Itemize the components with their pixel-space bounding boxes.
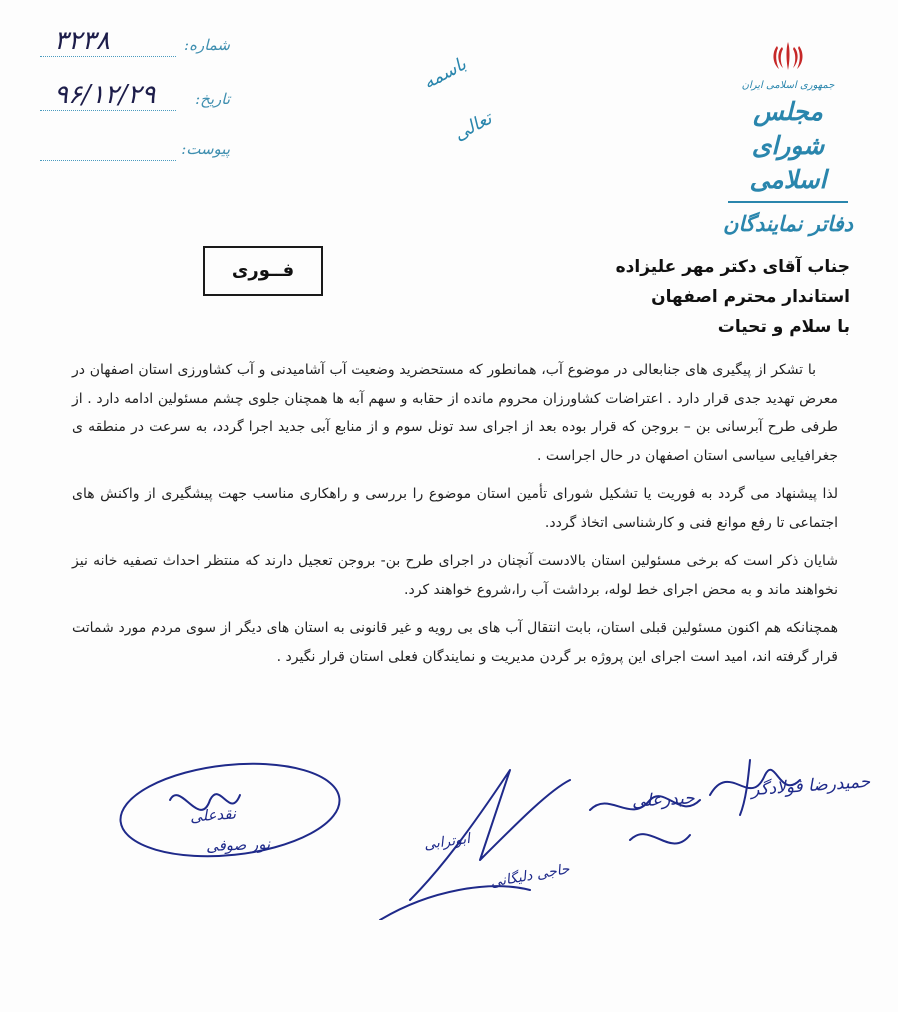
republic-text: جمهوری اسلامی ایران: [741, 80, 835, 91]
signature-3: ابوترابی: [423, 830, 471, 854]
signature-4: حاجی دلیگانی: [489, 861, 571, 891]
number-field: [40, 26, 230, 64]
attachment-label: پیوست:: [181, 140, 230, 158]
body-paragraph-4: همچنانکه هم اکنون مسئولین قبلی استان، بابت انتقال آب های بی رویه و غیر قانونی به استان های دیگر از سوی مردم مورد شماتت قرار گرفته اند، امید است اجرای این پروژه بر گردن مدیریت و نمایندگان فعلی استان قرار نگیرد .: [72, 620, 838, 665]
number-underline: [40, 56, 176, 57]
body-paragraph-1: با تشکر از پیگیری های جنابعالی در موضوع آب، همانطور که مستحضرید وضعیت آب آشامیدنی و آب کشاورزی استان اصفهان در معرض تهدید جدی قرار دارد . اعتراضات کشاورزان محروم مانده از حقابه و سهم آبه ها همچنان جلوی چشم مسئولین ادامه دارد . از طرفی طرح آبرسانی بن – بروجن که قرار بوده بعد از اجرای سد تونل سوم و از منابع آبی جدید اجرا گردد، به سرعت در منطقه ی جغرافیایی سیاسی استان اصفهان در حال اجراست .: [72, 362, 838, 464]
date-value: ۹۶/۱۲/۲۹: [54, 80, 156, 110]
letterhead: [718, 38, 858, 238]
date-underline: [40, 110, 176, 111]
signature-2: حیدرعلی: [631, 788, 696, 812]
signature-scribbles: [110, 740, 870, 920]
number-value: ۳۲۳۸: [54, 26, 110, 56]
attachment-field: [40, 134, 230, 168]
signature-5: نقدعلی: [189, 804, 237, 826]
letterhead-rule: [728, 201, 848, 203]
urgent-stamp-box: فــوری: [203, 246, 323, 296]
signature-6: نور صوفی: [205, 834, 271, 856]
body-paragraph-2: لذا پیشنهاد می گردد به فوریت یا تشکیل شورای تأمین استان موضوع را بررسی و راهکاری مناسب جهت پیشگیری از واکنش های اجتماعی تا رفع موانع فنی و کارشناسی اتخاذ گردد.: [72, 486, 838, 531]
assembly-title: مجلس شورای اسلامی: [749, 97, 827, 194]
invocation-text: باسمه تعالی: [419, 53, 496, 146]
iran-emblem-icon: [770, 38, 806, 74]
office-title: دفاتر نمایندگان: [723, 211, 853, 236]
letter-body: [72, 356, 838, 681]
body-paragraph-3: شایان ذکر است که برخی مسئولین استان بالادست آنچنان در اجرای طرح بن- بروجن تعجیل دارند که منتظر احداث تصفیه خانه نیز نخواهند ماند و به محض اجرای خط لوله، برداشت آب را،شروع خواهند کرد.: [72, 553, 838, 598]
addressee-block: [470, 252, 850, 342]
signatures-area: [110, 740, 870, 920]
date-label: تاریخ:: [195, 90, 230, 108]
greeting: با سلام و تحیات: [717, 317, 850, 337]
addressee-title: استاندار محترم اصفهان: [651, 287, 850, 307]
addressee-name: جناب آقای دکتر مهر علیزاده: [615, 257, 850, 277]
number-label: شماره:: [184, 36, 230, 54]
signature-1: حمیدرضا فولادگر: [750, 771, 871, 801]
attachment-underline: [40, 160, 176, 161]
date-field: [40, 80, 230, 118]
